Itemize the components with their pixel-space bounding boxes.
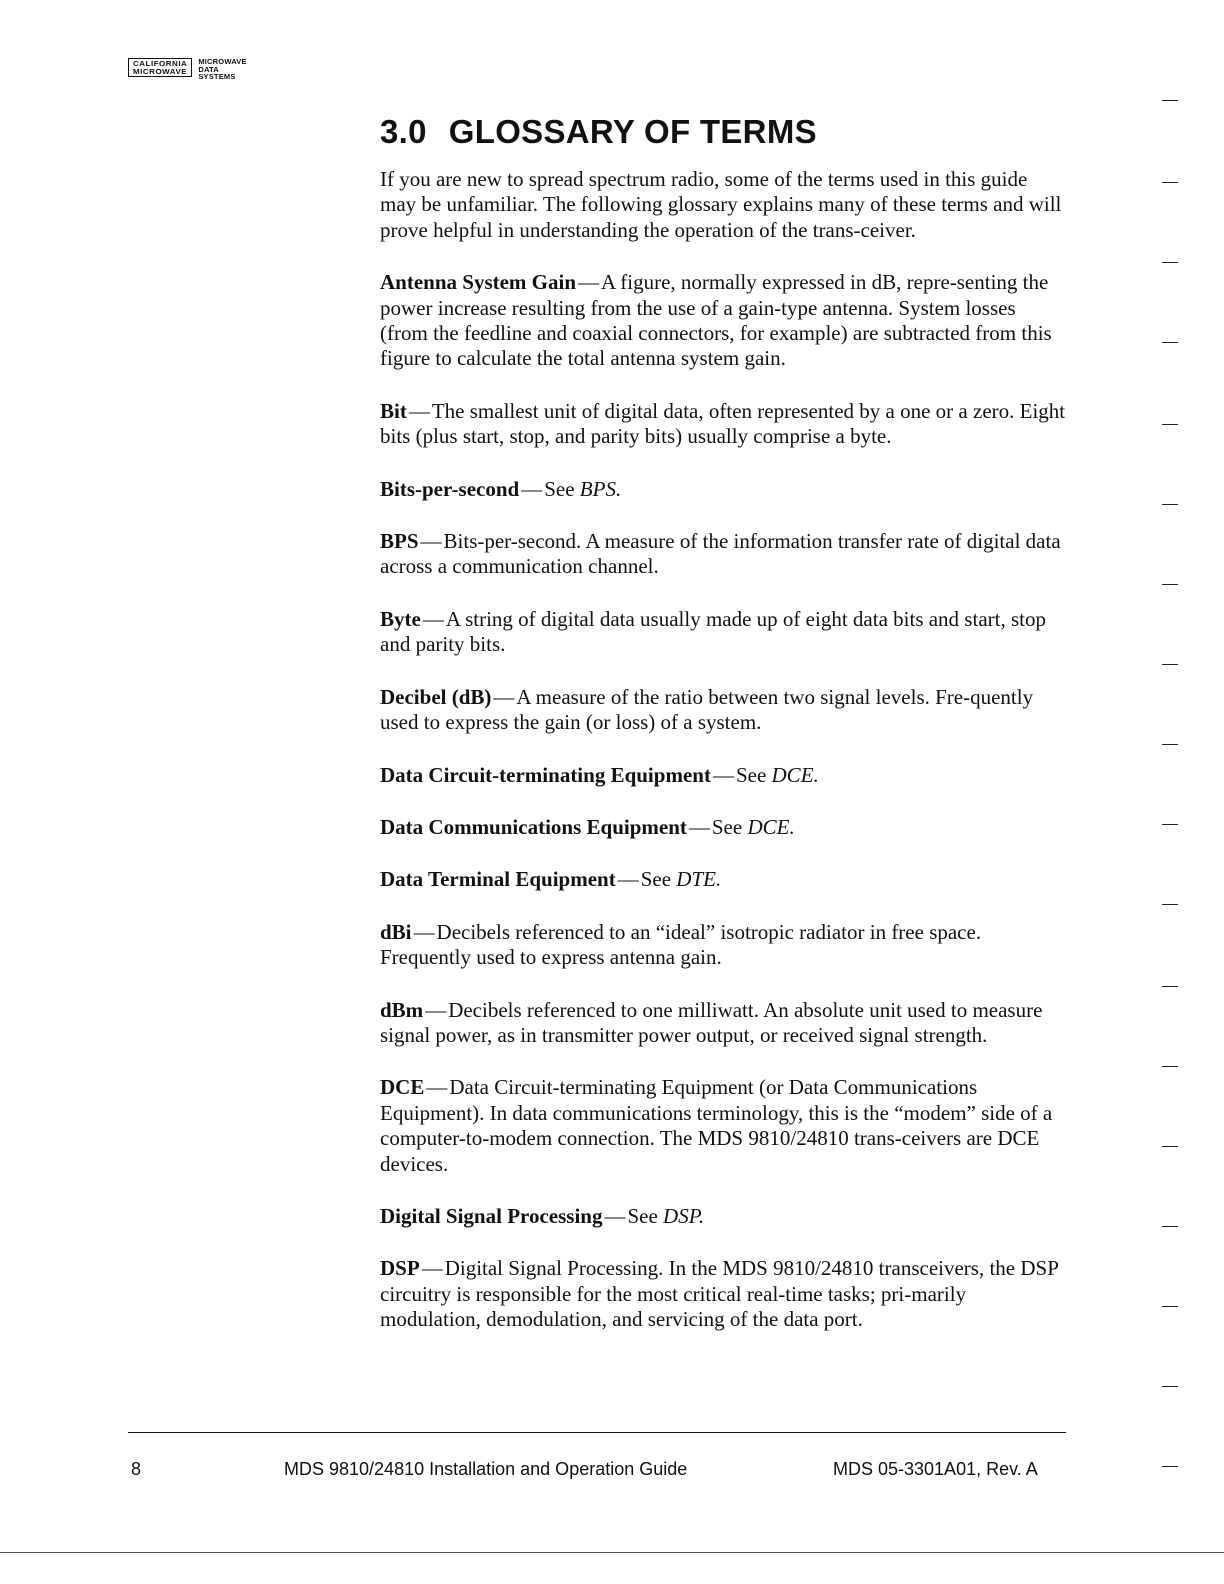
glossary-definition: Digital Signal Processing. In the MDS 9810/24810 transceivers, the DSP circuitry is responsible for the most critical real-time tasks; pri-marily modulation, demodulation, and servicing of the data port.	[380, 1256, 1059, 1332]
glossary-term: Data Communications Equipment	[380, 814, 687, 839]
glossary-definition: A measure of the ratio between two signal levels. Fre-quently used to express the gain (or loss) of a system.	[380, 684, 1034, 735]
glossary-see-reference: DTE.	[676, 867, 722, 892]
section-number: 3.0	[380, 113, 427, 150]
margin-tick	[1162, 182, 1178, 183]
glossary-definition: See	[544, 476, 580, 501]
margin-tick	[1162, 262, 1178, 263]
glossary-definition: A string of digital data usually made up of eight data bits and start, stop and parity bits.	[380, 606, 1046, 657]
margin-tick	[1162, 664, 1178, 665]
glossary-entry	[380, 1075, 1066, 1177]
glossary-term: dBm	[380, 997, 424, 1022]
glossary-definition: Bits-per-second. A measure of the information transfer rate of digital data across a communication channel.	[380, 529, 1061, 579]
glossary-definition: See	[627, 1203, 664, 1228]
em-dash: —	[422, 606, 444, 631]
margin-tick	[1162, 504, 1178, 505]
logo-word-1: MICROWAVE	[198, 57, 247, 66]
glossary-entry	[380, 763, 1066, 788]
company-logo	[128, 58, 247, 81]
glossary-entry	[380, 477, 1066, 502]
glossary-body	[380, 167, 1066, 1360]
glossary-term: Antenna System Gain	[380, 270, 577, 295]
glossary-entry	[380, 920, 1066, 971]
glossary-term: Decibel (dB)	[380, 684, 492, 709]
glossary-term: Digital Signal Processing	[380, 1203, 603, 1228]
logo-box-line-2: MICROWAVE	[133, 67, 188, 76]
em-dash: —	[421, 1256, 443, 1281]
footer-page-number: 8	[131, 1459, 142, 1479]
margin-tick	[1162, 824, 1178, 825]
em-dash: —	[408, 398, 430, 423]
glossary-definition: See	[640, 867, 677, 892]
glossary-definition: Data Circuit-terminating Equipment (or Data Communications Equipment). In data communications terminology, this is the “modem” side of a computer-to-modem connection. The MDS 9810/24810 trans-ceivers are DCE devices.	[380, 1075, 1053, 1176]
scan-edge	[0, 1552, 1224, 1553]
glossary-definition: Decibels referenced to one milliwatt. An absolute unit used to measure signal power, as in transmitter power output, or received signal strength.	[380, 997, 1043, 1047]
glossary-entry	[380, 1204, 1066, 1229]
glossary-term: Bits-per-second	[380, 476, 520, 501]
em-dash: —	[493, 684, 515, 709]
glossary-definition: See	[735, 762, 772, 787]
glossary-see-reference: DCE.	[747, 814, 795, 839]
logo-word-2: DATA	[198, 64, 219, 74]
section-title	[380, 113, 817, 151]
glossary-definition: See	[711, 814, 748, 839]
glossary-entry	[380, 867, 1066, 892]
glossary-definition: Decibels referenced to an “ideal” isotropic radiator in free space. Frequently used to express antenna gain.	[380, 919, 982, 970]
em-dash: —	[425, 997, 447, 1022]
logo-box	[128, 58, 192, 77]
glossary-entry	[380, 399, 1066, 450]
logo-word-3: SYSTEMS	[198, 72, 236, 81]
margin-tick	[1162, 1146, 1178, 1147]
em-dash: —	[604, 1203, 626, 1228]
glossary-term: Data Circuit-terminating Equipment	[380, 762, 711, 787]
em-dash: —	[521, 476, 543, 501]
logo-wordmark	[198, 58, 246, 81]
margin-tick	[1162, 424, 1178, 425]
em-dash: —	[617, 867, 639, 892]
margin-tick	[1162, 986, 1178, 987]
glossary-entry	[380, 1256, 1066, 1332]
margin-tick	[1162, 1226, 1178, 1227]
margin-tick	[1162, 1466, 1178, 1467]
footer-document-number: MDS 05-3301A01, Rev. A	[833, 1459, 1038, 1479]
glossary-see-reference: DCE.	[771, 762, 819, 787]
em-dash: —	[578, 270, 600, 295]
margin-tick	[1162, 744, 1178, 745]
margin-tick	[1162, 904, 1178, 905]
glossary-entry	[380, 270, 1066, 372]
footer-rule	[128, 1432, 1066, 1433]
margin-tick	[1162, 342, 1178, 343]
em-dash: —	[420, 529, 442, 554]
margin-tick	[1162, 584, 1178, 585]
glossary-entry	[380, 815, 1066, 840]
glossary-term: DCE	[380, 1075, 425, 1100]
em-dash: —	[426, 1075, 448, 1100]
em-dash: —	[688, 814, 710, 839]
footer-guide-title: MDS 9810/24810 Installation and Operation Guide	[284, 1459, 688, 1479]
glossary-term: DSP	[380, 1256, 420, 1281]
intro-paragraph: If you are new to spread spectrum radio, some of the terms used in this guide may be unfamiliar. The following glossary explains many of these terms and will prove helpful in understanding the operation of the trans-ceiver.	[380, 167, 1062, 242]
margin-tick	[1162, 100, 1178, 101]
glossary-entry-list	[380, 270, 1066, 1332]
em-dash: —	[712, 762, 734, 787]
glossary-term: Bit	[380, 398, 407, 423]
glossary-entry	[380, 685, 1066, 736]
glossary-term: Data Terminal Equipment	[380, 867, 616, 892]
em-dash: —	[413, 919, 435, 944]
margin-tick	[1162, 1386, 1178, 1387]
glossary-see-reference: BPS.	[579, 476, 622, 501]
glossary-see-reference: DSP.	[663, 1203, 705, 1228]
glossary-term: Byte	[380, 606, 421, 631]
glossary-definition: A figure, normally expressed in dB, repre-senting the power increase resulting from the use of a gain-type antenna. System losses (from the feedline and coaxial connectors, for example) are subtracted from this figure to calculate the total antenna system gain.	[380, 270, 1052, 371]
glossary-definition: The smallest unit of digital data, often represented by a one or a zero. Eight bits (plus start, stop, and parity bits) usually comprise a byte.	[380, 398, 1066, 449]
glossary-entry	[380, 529, 1066, 580]
glossary-entry	[380, 607, 1066, 658]
section-heading-text: GLOSSARY OF TERMS	[448, 113, 817, 150]
glossary-term: BPS	[380, 529, 419, 554]
margin-tick	[1162, 1306, 1178, 1307]
glossary-term: dBi	[380, 919, 412, 944]
margin-tick	[1162, 1066, 1178, 1067]
logo-box-line-1: CALIFORNIA	[133, 59, 188, 68]
glossary-entry	[380, 998, 1066, 1049]
